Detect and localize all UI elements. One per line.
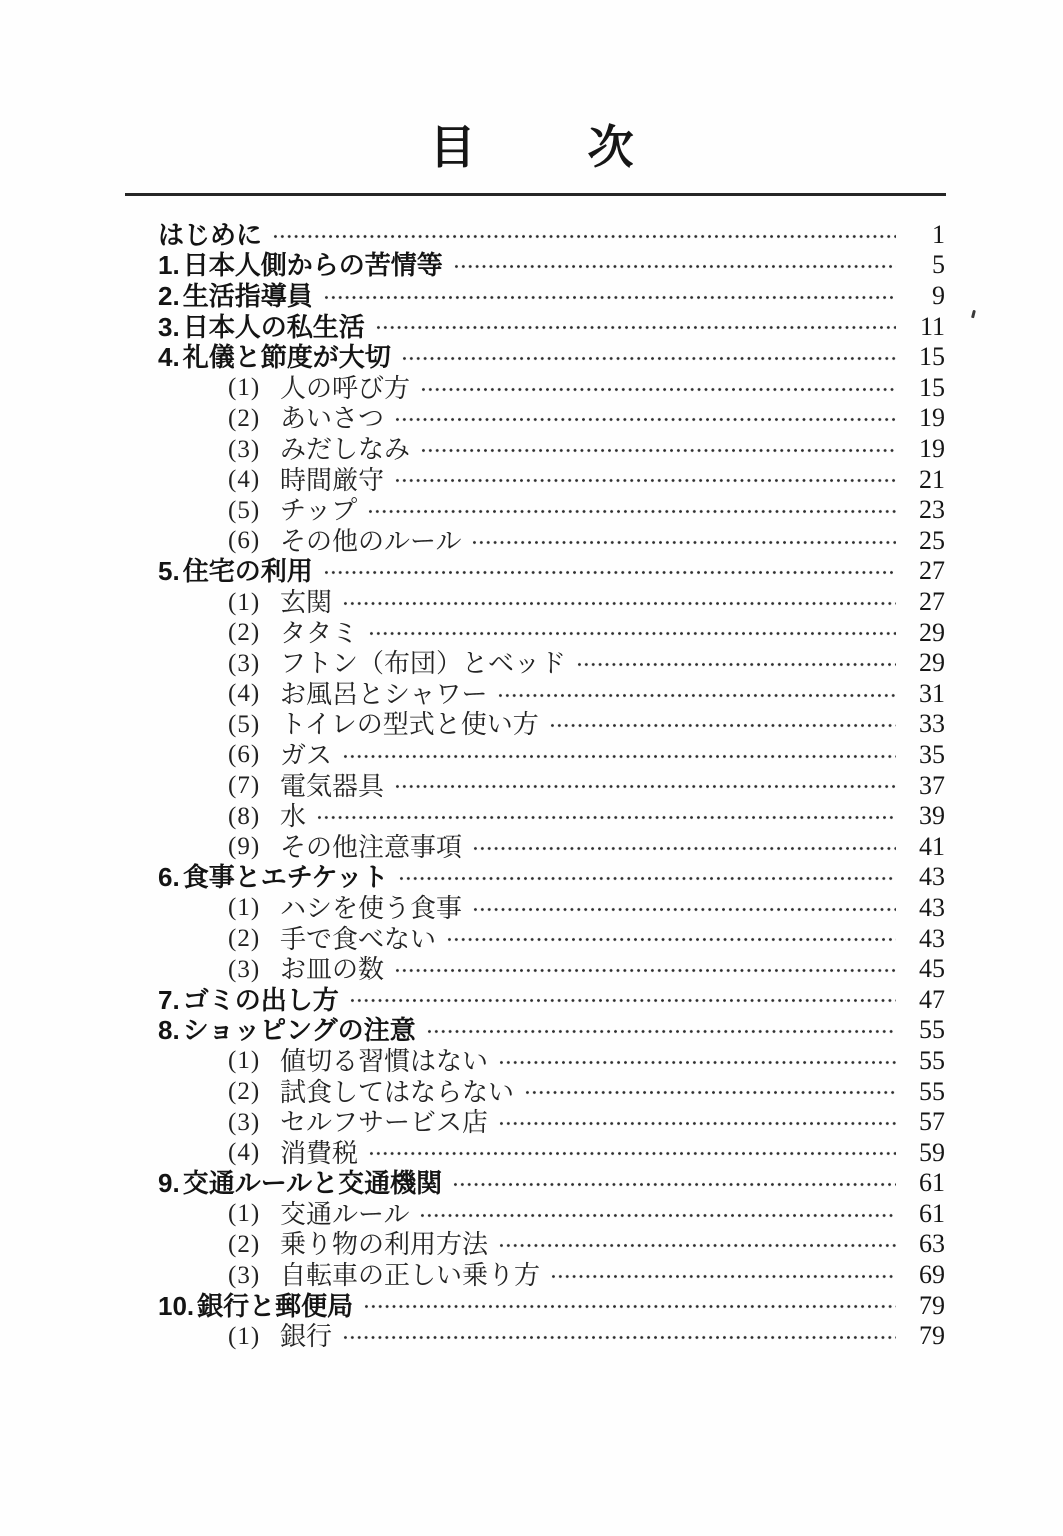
entry-number: (6): [228, 527, 261, 555]
title-divider: [125, 193, 946, 196]
entry-page-number: 35: [919, 739, 945, 769]
entry-number: (3): [228, 955, 261, 983]
entry-page-number: 27: [919, 556, 945, 586]
entry-number: (1): [228, 374, 261, 402]
entry-number: 8.: [158, 1015, 180, 1046]
page-title-char-right: 次: [587, 121, 634, 173]
entry-page-number: 79: [919, 1290, 945, 1320]
entry-number: 9.: [158, 1168, 180, 1199]
entry-page-number: 45: [919, 954, 945, 984]
entry-page-number: 21: [919, 464, 945, 494]
entry-number: 2.: [158, 281, 180, 312]
toc-entry: [228, 1199, 945, 1230]
toc-entry: [228, 709, 945, 740]
toc-entry: [228, 954, 945, 985]
entry-number: (1): [228, 588, 261, 616]
dot-leader: [401, 342, 896, 373]
toc-entry: [158, 281, 945, 312]
entry-title: 時間厳守: [280, 464, 385, 495]
toc-entry: [158, 984, 945, 1015]
entry-page-number: 55: [919, 1076, 945, 1106]
entry-page-number: 9: [932, 281, 945, 311]
toc-entry: [228, 373, 945, 404]
entry-title: 交通ルール: [280, 1198, 410, 1229]
toc-entry: [158, 342, 945, 373]
entry-title: 試食してはならない: [280, 1076, 515, 1107]
entry-number: 3.: [158, 311, 180, 342]
entry-page-number: 63: [919, 1229, 945, 1259]
entry-title: 銀行と郵便局: [197, 1290, 354, 1321]
toc-entry: [228, 831, 945, 862]
dot-leader: [368, 1137, 896, 1168]
dot-leader: [498, 1229, 896, 1260]
dot-leader: [323, 281, 896, 312]
toc-entry: [228, 801, 945, 832]
toc-entry: [228, 1260, 945, 1291]
toc-entry: [228, 587, 945, 618]
entry-number: (2): [228, 925, 261, 953]
toc-entry: [228, 679, 945, 710]
dot-leader: [453, 250, 896, 281]
entry-page-number: 29: [919, 617, 945, 647]
entry-number: (3): [228, 1261, 261, 1289]
page-title: [0, 122, 1063, 173]
entry-title: ガス: [280, 739, 333, 770]
entry-title: あいさつ: [280, 403, 385, 434]
entry-title: 生活指導員: [182, 281, 313, 312]
toc-entry: [228, 495, 945, 526]
toc-entry: [228, 648, 945, 679]
dot-leader: [342, 587, 896, 618]
dot-leader: [368, 617, 896, 648]
entry-title: 日本人側からの苦情等: [182, 250, 443, 281]
entry-page-number: 69: [919, 1260, 945, 1290]
dot-leader: [323, 556, 896, 587]
entry-number: 10.: [158, 1290, 195, 1321]
toc-entry: [228, 403, 945, 434]
entry-title: 銀行: [280, 1321, 333, 1352]
toc-entry: [228, 1107, 945, 1138]
entry-title: 水: [280, 801, 307, 832]
entry-title: 手で食べない: [280, 923, 437, 954]
entry-page-number: 55: [919, 1045, 945, 1075]
entry-page-number: 61: [919, 1198, 945, 1228]
toc-entry: [158, 1290, 945, 1321]
dot-leader: [394, 954, 896, 985]
toc-entry: [158, 1015, 945, 1046]
entry-number: 1.: [158, 250, 180, 281]
entry-number: (1): [228, 1200, 261, 1228]
entry-page-number: 11: [919, 311, 945, 341]
entry-page-number: 79: [919, 1321, 945, 1351]
entry-title: みだしなみ: [280, 434, 411, 465]
entry-page-number: 55: [919, 1015, 945, 1045]
toc-entry: [228, 1076, 945, 1107]
entry-title: 自転車の正しい乗り方: [280, 1260, 541, 1291]
entry-title: ゴミの出し方: [182, 984, 339, 1015]
entry-number: 6.: [158, 862, 180, 893]
entry-number: (1): [228, 1322, 261, 1350]
entry-number: (4): [228, 1139, 261, 1167]
toc-entry: [228, 464, 945, 495]
toc-entry: [228, 923, 945, 954]
entry-page-number: 1: [932, 219, 945, 249]
entry-number: (2): [228, 1230, 261, 1258]
toc-entry: [158, 250, 945, 281]
entry-number: (4): [228, 466, 261, 494]
entry-page-number: 57: [919, 1107, 945, 1137]
dot-leader: [550, 1260, 896, 1291]
entry-number: (5): [228, 496, 261, 524]
dot-leader: [549, 709, 896, 740]
entry-number: (8): [228, 802, 261, 830]
entry-page-number: 43: [919, 892, 945, 922]
entry-page-number: 5: [932, 250, 945, 280]
toc-entry: [228, 617, 945, 648]
entry-title: 日本人の私生活: [182, 311, 365, 342]
dot-leader: [394, 770, 896, 801]
entry-title: 消費税: [280, 1137, 359, 1168]
dot-leader: [272, 220, 896, 251]
entry-title: トイレの型式と使い方: [280, 709, 539, 740]
entry-title: 玄関: [280, 587, 333, 618]
dot-leader: [524, 1076, 896, 1107]
entry-title: タタミ: [280, 617, 359, 648]
dot-leader: [446, 923, 896, 954]
entry-page-number: 33: [919, 709, 945, 739]
toc-entry: [228, 434, 945, 465]
dot-leader: [497, 679, 896, 710]
entry-number: (3): [228, 435, 261, 463]
scan-artifact: [971, 310, 976, 318]
entry-page-number: 47: [919, 984, 945, 1014]
entry-number: (9): [228, 833, 261, 861]
dot-leader: [398, 862, 896, 893]
entry-page-number: 19: [919, 434, 945, 464]
toc-entry: [228, 526, 945, 557]
entry-page-number: 19: [919, 403, 945, 433]
dot-leader: [498, 1107, 896, 1138]
entry-title: 交通ルールと交通機関: [182, 1168, 443, 1199]
entry-title: 食事とエチケット: [182, 862, 389, 893]
entry-title: 電気器具: [280, 770, 385, 801]
entry-page-number: 37: [919, 770, 945, 800]
dot-leader: [576, 648, 896, 679]
entry-number: (3): [228, 1108, 261, 1136]
dot-leader: [349, 984, 896, 1015]
dot-leader: [498, 1046, 896, 1077]
dot-leader: [375, 311, 896, 342]
toc-entry: [228, 1321, 945, 1352]
entry-page-number: 41: [919, 831, 945, 861]
dot-leader: [394, 403, 896, 434]
entry-number: (1): [228, 1047, 261, 1075]
entry-number: 4.: [158, 342, 180, 373]
entry-page-number: 25: [919, 525, 945, 555]
toc-entry: [158, 311, 945, 342]
entry-number: (3): [228, 649, 261, 677]
entry-page-number: 23: [919, 495, 945, 525]
entry-number: 5.: [158, 556, 180, 587]
entry-title: フトン（布団）とベッド: [280, 648, 567, 679]
entry-title: お皿の数: [280, 954, 385, 985]
entry-page-number: 61: [919, 1168, 945, 1198]
entry-title: 礼儀と節度が大切: [182, 342, 391, 373]
dot-leader: [394, 464, 896, 495]
dot-leader: [471, 526, 896, 557]
entry-title: お風呂とシャワー: [280, 678, 488, 709]
entry-number: (2): [228, 1078, 261, 1106]
toc-entry: [158, 862, 945, 893]
entry-title: チップ: [280, 495, 358, 526]
toc-list: [158, 220, 945, 1352]
entry-page-number: 15: [919, 372, 945, 402]
entry-number: (1): [228, 894, 261, 922]
toc-entry: [228, 893, 945, 924]
toc-entry: [228, 1229, 945, 1260]
toc-entry: [158, 556, 945, 587]
entry-page-number: 31: [919, 678, 945, 708]
entry-number: (4): [228, 680, 261, 708]
entry-title: 人の呼び方: [280, 372, 411, 403]
entry-page-number: 29: [919, 648, 945, 678]
dot-leader: [420, 373, 896, 404]
entry-page-number: 27: [919, 587, 945, 617]
toc-entry: [158, 220, 945, 251]
dot-leader: [316, 801, 896, 832]
entry-number: (7): [228, 772, 261, 800]
entry-title: ハシを使う食事: [280, 892, 463, 923]
entry-title: ショッピングの注意: [182, 1015, 416, 1046]
entry-number: (2): [228, 619, 261, 647]
entry-number: (2): [228, 404, 261, 432]
toc-entry: [158, 1168, 945, 1199]
dot-leader: [342, 1321, 896, 1352]
entry-title: 値切る習慣はない: [280, 1045, 489, 1076]
entry-title: セルフサービス店: [280, 1107, 489, 1138]
entry-page-number: 39: [919, 801, 945, 831]
dot-leader: [363, 1290, 896, 1321]
page-title-char-left: 目: [429, 121, 476, 173]
dot-leader: [342, 740, 896, 771]
toc-entry: [228, 740, 945, 771]
toc-entry: [228, 770, 945, 801]
entry-title: その他注意事項: [280, 831, 463, 862]
dot-leader: [472, 831, 896, 862]
entry-number: (6): [228, 741, 261, 769]
entry-title: その他のルール: [280, 525, 462, 556]
dot-leader: [452, 1168, 896, 1199]
dot-leader: [367, 495, 896, 526]
entry-number: (5): [228, 710, 261, 738]
dot-leader: [426, 1015, 896, 1046]
entry-page-number: 59: [919, 1137, 945, 1167]
dot-leader: [419, 1199, 896, 1230]
entry-title: 乗り物の利用方法: [280, 1229, 489, 1260]
toc-entry: [228, 1137, 945, 1168]
entry-number: 7.: [158, 984, 180, 1015]
entry-title: 住宅の利用: [182, 556, 313, 587]
entry-page-number: 43: [919, 923, 945, 953]
dot-leader: [420, 434, 896, 465]
dot-leader: [472, 893, 896, 924]
toc-entry: [228, 1046, 945, 1077]
entry-page-number: 15: [919, 342, 945, 372]
entry-page-number: 43: [919, 862, 945, 892]
entry-title: はじめに: [158, 219, 263, 250]
